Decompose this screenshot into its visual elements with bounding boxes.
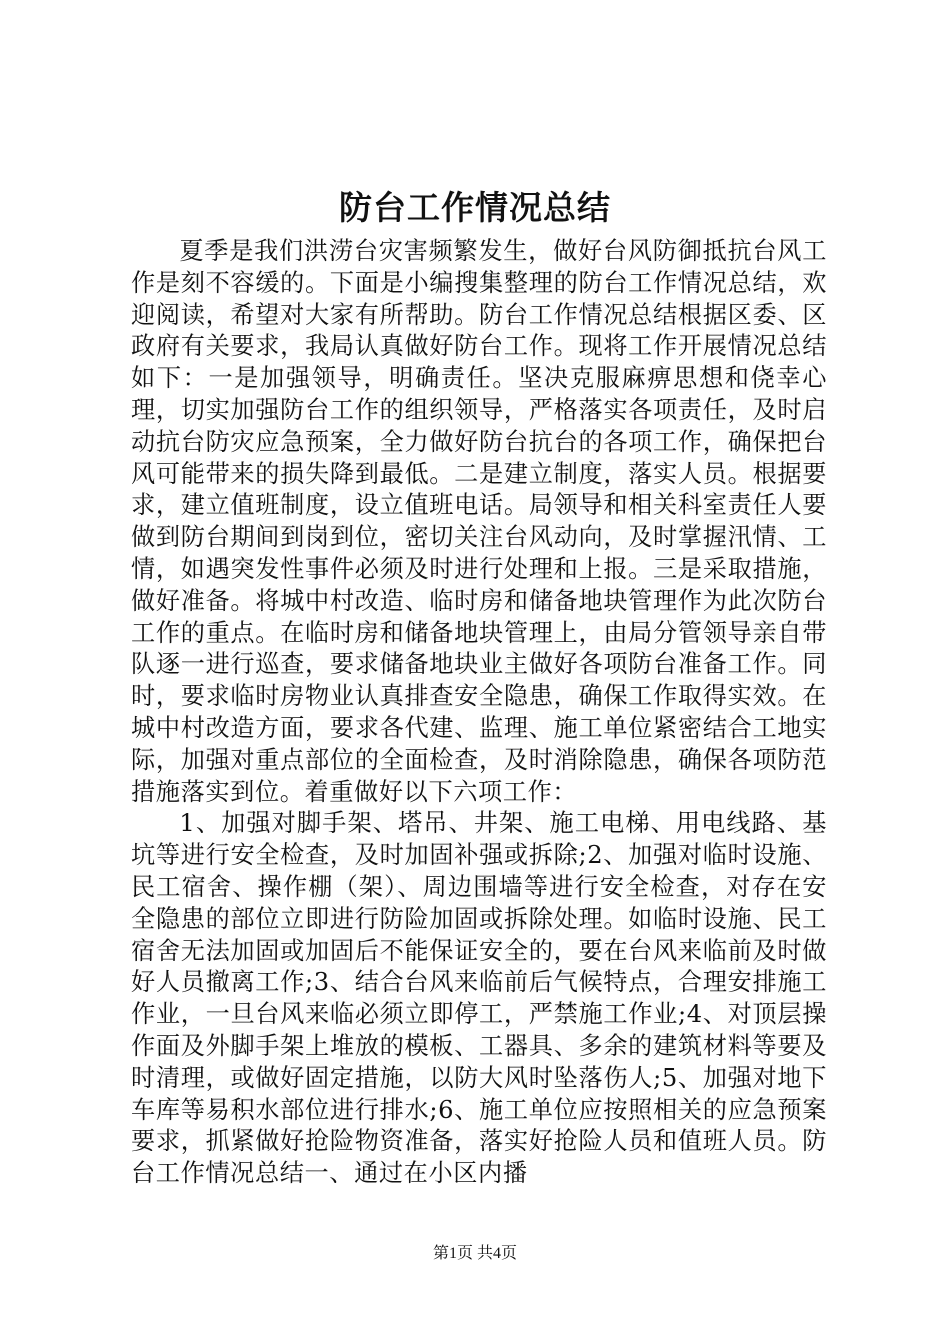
paragraph-intro: 夏季是我们洪涝台灾害频繁发生，做好台风防御抵抗台风工作是刻不容缓的。下面是小编搜集整理的防台工作情况总结，欢迎阅读，希望对大家有所帮助。防台工作情况总结根据区委、区政府有关要求，我局认真做好防台工作。现将工作开展情况总结如下：一是加强领导，明确责任。坚决克服麻痹思想和侥幸心理，切实加强防台工作的组织领导，严格落实各项责任，及时启动抗台防灾应急预案，全力做好防台抗台的各项工作，确保把台风可能带来的损失降到最低。二是建立制度，落实人员。根据要求，建立值班制度，设立值班电话。局领导和相关科室责任人要做到防台期间到岗到位，密切关注台风动向，及时掌握汛情、工情，如遇突发性事件必须及时进行处理和上报。三是采取措施，做好准备。将城中村改造、临时房和储备地块管理作为此次防台工作的重点。在临时房和储备地块管理上，由局分管领导亲自带队逐一进行巡查，要求储备地块业主做好各项防台准备工作。同时，要求临时房物业认真排查安全隐患，确保工作取得实效。在城中村改造方面，要求各代建、监理、施工单位紧密结合工地实际，加强对重点部位的全面检查，及时消除隐患，确保各项防范措施落实到位。着重做好以下六项工作： xyxy=(131,237,827,806)
document-body xyxy=(131,236,827,1190)
page-number-footer: 第1页 共4页 xyxy=(432,1245,517,1262)
document-title: 防台工作情况总结 xyxy=(339,188,611,227)
paragraph-tasks: 1、加强对脚手架、塔吊、井架、施工电梯、用电线路、基坑等进行安全检查，及时加固补强或拆除;2、加强对临时设施、民工宿舍、操作棚（架）、周边围墙等进行安全检查，对存在安全隐患的部位立即进行防险加固或拆除处理。如临时设施、民工宿舍无法加固或加固后不能保证安全的，要在台风来临前及时做好人员撤离工作;3、结合台风来临前后气候特点，合理安排施工作业，一旦台风来临必须立即停工，严禁施工作业;4、对顶层操作面及外脚手架上堆放的模板、工器具、多余的建筑材料等要及时清理，或做好固定措施，以防大风时坠落伤人;5、加强对地下车库等易积水部位进行排水;6、施工单位应按照相关的应急预案要求，抓紧做好抢险物资准备，落实好抢险人员和值班人员。防台工作情况总结一、通过在小区内播 xyxy=(131,809,827,1188)
